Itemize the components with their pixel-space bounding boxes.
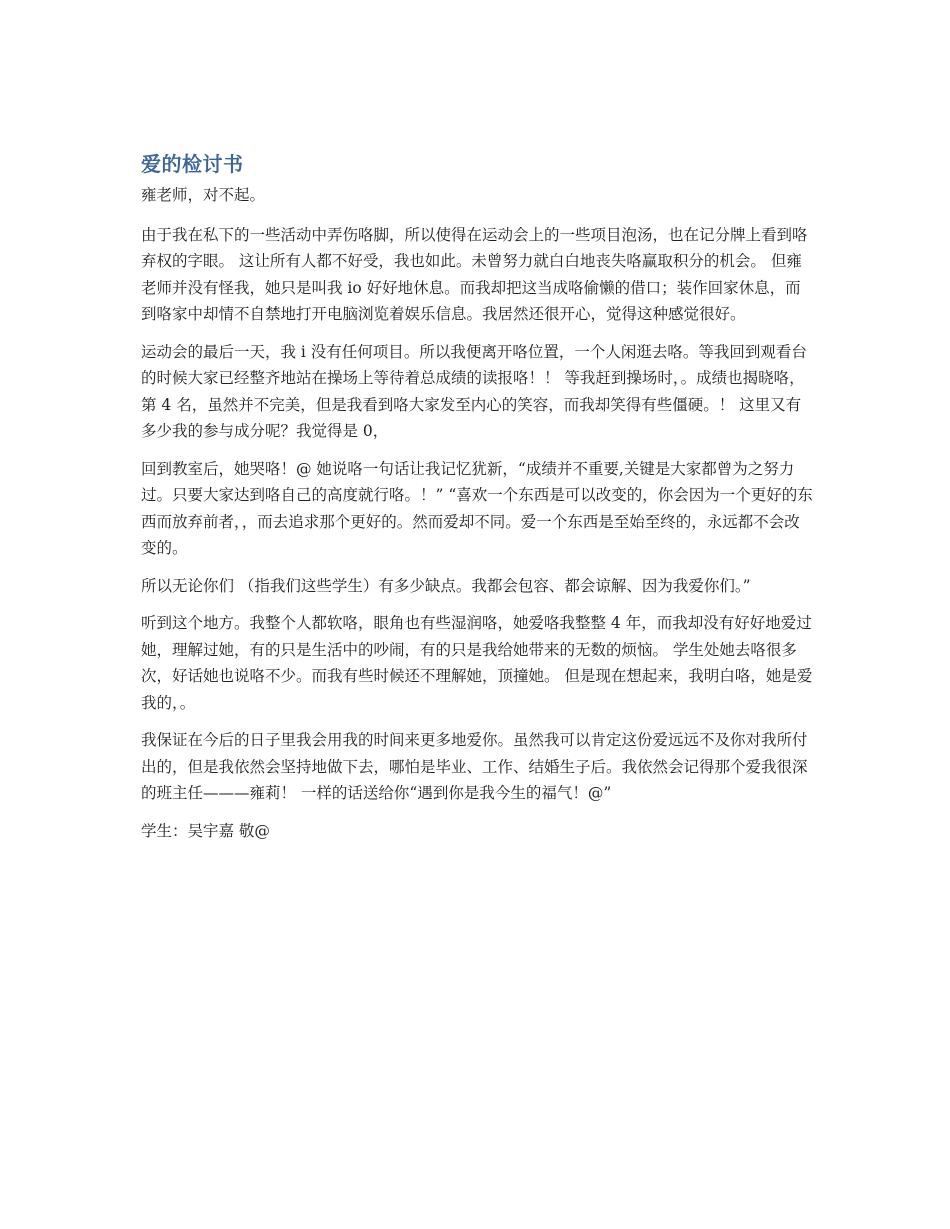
salutation-paragraph: 雍老师，对不起。 — [141, 186, 266, 204]
body-paragraph: 运动会的最后一天，我 i 没有任何项目。所以我便离开咯位置，一个人闲逛去咯。等我回到观看台的时候大家已经整齐地站在操场上等待着总成绩的读报咯！！ 等我赶到操场时，。成绩也揭晓咯，第 4 名，虽然并不完美，但是我看到咯大家发至内心的笑容，而我却笑得有些僵硬。！ 这里又有多少我的参与成分呢？我觉得是 0， — [141, 342, 807, 440]
document-page — [141, 150, 813, 855]
body-paragraph: 由于我在私下的一些活动中弄伤咯脚，所以使得在运动会上的一些项目泡汤，也在记分牌上看到咯弃权的字眼。 这让所有人都不好受，我也如此。未曾努力就白白地丧失咯赢取积分的机会。 但雍老师并没有怪我，她只是叫我 io 好好地休息。而我却把这当成咯偷懒的借口；装作回家休息，而到咯家中却情不自禁地打开电脑浏览着娱乐信息。我居然还很开心，觉得这种感觉很好。 — [141, 225, 808, 323]
document-title: 爱的检讨书 — [141, 152, 244, 176]
body-paragraph: 听到这个地方。我整个人都软咯，眼角也有些湿润咯，她爱咯我整整 4 年，而我却没有好好地爱过她，理解过她，有的只是生活中的吵闹，有的只是我给她带来的无数的烦恼。 学生处她去咯很多次，好话她也说咯不少。而我有些时候还不理解她，顶撞她。 但是现在想起来，我明白咯，她是爱我的，。 — [141, 614, 813, 712]
body-paragraph: 我保证在今后的日子里我会用我的时间来更多地爱你。虽然我可以肯定这份爱远远不及你对我所付出的，但是我依然会坚持地做下去，哪怕是毕业、工作、结婚生子后。我依然会记得那个爱我很深的班主任———雍莉！ 一样的话送给你“遇到你是我今生的福气！@” — [141, 731, 808, 802]
body-paragraph: 所以无论你们 （指我们这些学生）有多少缺点。我都会包容、都会谅解、因为我爱你们。” — [141, 576, 751, 595]
body-paragraph: 回到教室后，她哭咯！@ 她说咯一句话让我记忆犹新，“成绩并不重要,关键是大家都曾为之努力过。只要大家达到咯自己的高度就行咯。！” “喜欢一个东西是可以改变的，你会因为一个更好的东西而放弃前者，，而去追求那个更好的。然而爱却不同。爱一个东西是至始至终的，永远都不会改变的。 — [141, 459, 813, 557]
signature-line: 学生：吴宇嘉 敬@ — [141, 821, 270, 840]
